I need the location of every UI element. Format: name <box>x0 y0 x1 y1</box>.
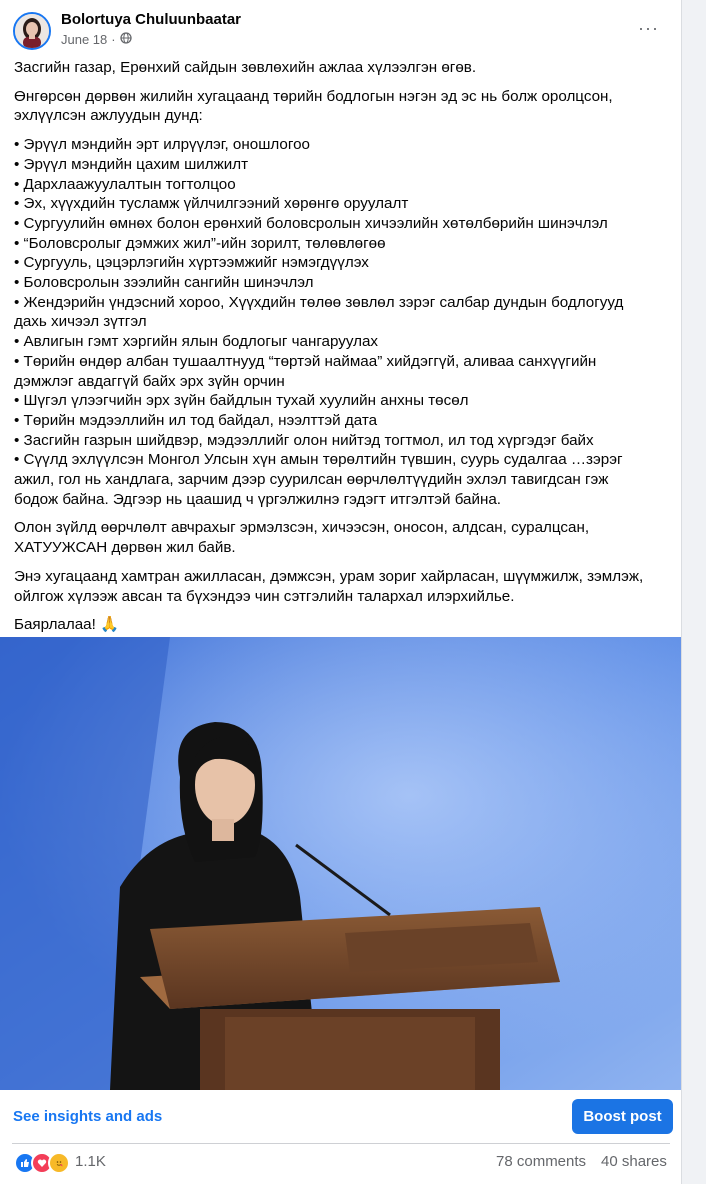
post-header <box>0 0 682 56</box>
bullet-line: • Жендэрийн үндэсний хороо, Хүүхдийн төлөө зөвлөл зэрэг салбар дундын бодлогууд <box>14 293 624 311</box>
bullet-line: бодож байна. Эдгээр нь цаашид ч үргэлжилнэ гэдэгт итгэлтэй байна. <box>14 490 502 508</box>
text-line: Олон зүйлд өөрчлөлт авчрахыг эрмэлзсэн, хичээсэн, оносон, алдсан, суралцсан, <box>14 519 590 537</box>
bullet-line: • Дархлаажуулалтын тогтолцоо <box>14 175 236 193</box>
bullet-line: • Сургууль, цэцэрлэгийн хүртээмжийг нэмэгдүүлэх <box>14 254 369 272</box>
bullet-line: • Сургуулийн өмнөх болон ерөнхий боловсролын хичээлийн хөтөлбөрийн шинэчлэл <box>14 214 608 232</box>
bullet-line: дахь хичээл зүтгэл <box>14 313 147 331</box>
post-closing-1 <box>14 518 670 557</box>
comments-count[interactable]: 78 comments <box>496 1153 587 1170</box>
bullet-line: • Сүүлд эхлүүлсэн Монгол Улсын хүн амын төрөлтийн түвшин, суурь судалгаа …зэрэг <box>14 451 623 469</box>
reaction-count[interactable]: 1.1K <box>75 1153 106 1170</box>
more-options-icon[interactable]: ··· <box>638 18 659 38</box>
globe-icon <box>120 32 132 47</box>
boost-post-button[interactable]: Boost post <box>572 1099 673 1134</box>
bullet-line: • “Боловсролыг дэмжих жил”-ийн зорилт, төлөвлөгөө <box>14 234 386 252</box>
bullet-line: • Шүгэл үлээгчийн эрх зүйн байдлын тухай хуулийн анхны төсөл <box>14 392 469 410</box>
post-intro: Засгийн газар, Ерөнхий сайдын зөвлөхийн ажлаа хүлээлгэн өгөв. <box>14 59 477 76</box>
text-line: эхлүүлсэн ажлуудын дунд: <box>14 107 203 125</box>
engagement-stats <box>0 1146 682 1176</box>
bullet-line: дэмжлэг авдаггүй байх эрх зүйн орчин <box>14 372 285 390</box>
reactions-summary[interactable] <box>14 1152 65 1174</box>
bullet-line: • Эх, хүүхдийн тусламж үйлчилгээний хөрөнгө оруулалт <box>14 195 409 213</box>
bullet-line: • Засгийн газрын шийдвэр, мэдээллийг олон нийтэд тогтмол, ил тод хүргэдэг байх <box>14 431 594 449</box>
bullet-line: • Авлигын гэмт хэргийн ялын бодлогыг чангаруулах <box>14 333 379 351</box>
post-bullets <box>14 135 670 509</box>
see-insights-link[interactable]: See insights and ads <box>13 1108 163 1125</box>
text-line: Өнгөрсөн дөрвөн жилийн хугацаанд төрийн бодлогын нэгэн эд эс нь болж оролцсон, <box>14 87 613 105</box>
bullet-line: • Төрийн мэдээллийн ил тод байдал, нээлттэй дата <box>14 411 378 429</box>
author-avatar[interactable] <box>13 12 51 50</box>
text-line: ХАТУУЖСАН дөрвөн жил байв. <box>14 539 236 557</box>
bullet-line: • Боловсролын зээлийн сангийн шинэчлэл <box>14 274 314 292</box>
avatar-image <box>15 14 49 48</box>
post-text <box>14 56 670 644</box>
care-icon <box>48 1152 70 1174</box>
divider <box>12 1143 670 1144</box>
post-closing-2 <box>14 567 670 606</box>
bullet-line: • Эрүүл мэндийн эрт илрүүлэг, оношлогоо <box>14 136 310 154</box>
post-meta <box>61 32 132 47</box>
post-thanks: Баярлалаа! 🙏 <box>14 616 119 634</box>
text-line: Энэ хугацаанд хамтран ажилласан, дэмжсэн, урам зориг хайрласан, шүүмжилж, зэмлэж, <box>14 567 644 585</box>
post-photo[interactable] <box>0 637 682 1090</box>
post-actions-row <box>0 1090 682 1142</box>
bullet-line: • Эрүүл мэндийн цахим шилжилт <box>14 155 249 173</box>
post-lead <box>14 87 670 126</box>
author-name[interactable]: Bolortuya Chuluunbaatar <box>61 11 242 28</box>
post-date[interactable]: June 18 <box>61 32 108 47</box>
text-line: ойлгож хүлээж авсан та бүхэндээ чин сэтгэлийн талархал илэрхийлье. <box>14 587 515 605</box>
shares-count[interactable]: 40 shares <box>601 1153 667 1170</box>
meta-separator: · <box>111 32 116 47</box>
bullet-line: ажил, гол нь хандлага, зарчим дээр суурилсан өөрчлөлтүүдийн эхлэл тавигдсан гэж <box>14 471 609 489</box>
speaker-at-podium-image <box>0 637 682 1090</box>
bullet-line: • Төрийн өндөр албан тушаалтнууд “төртэй наймаа” хийдэггүй, аливаа санхүүгийн <box>14 352 597 370</box>
